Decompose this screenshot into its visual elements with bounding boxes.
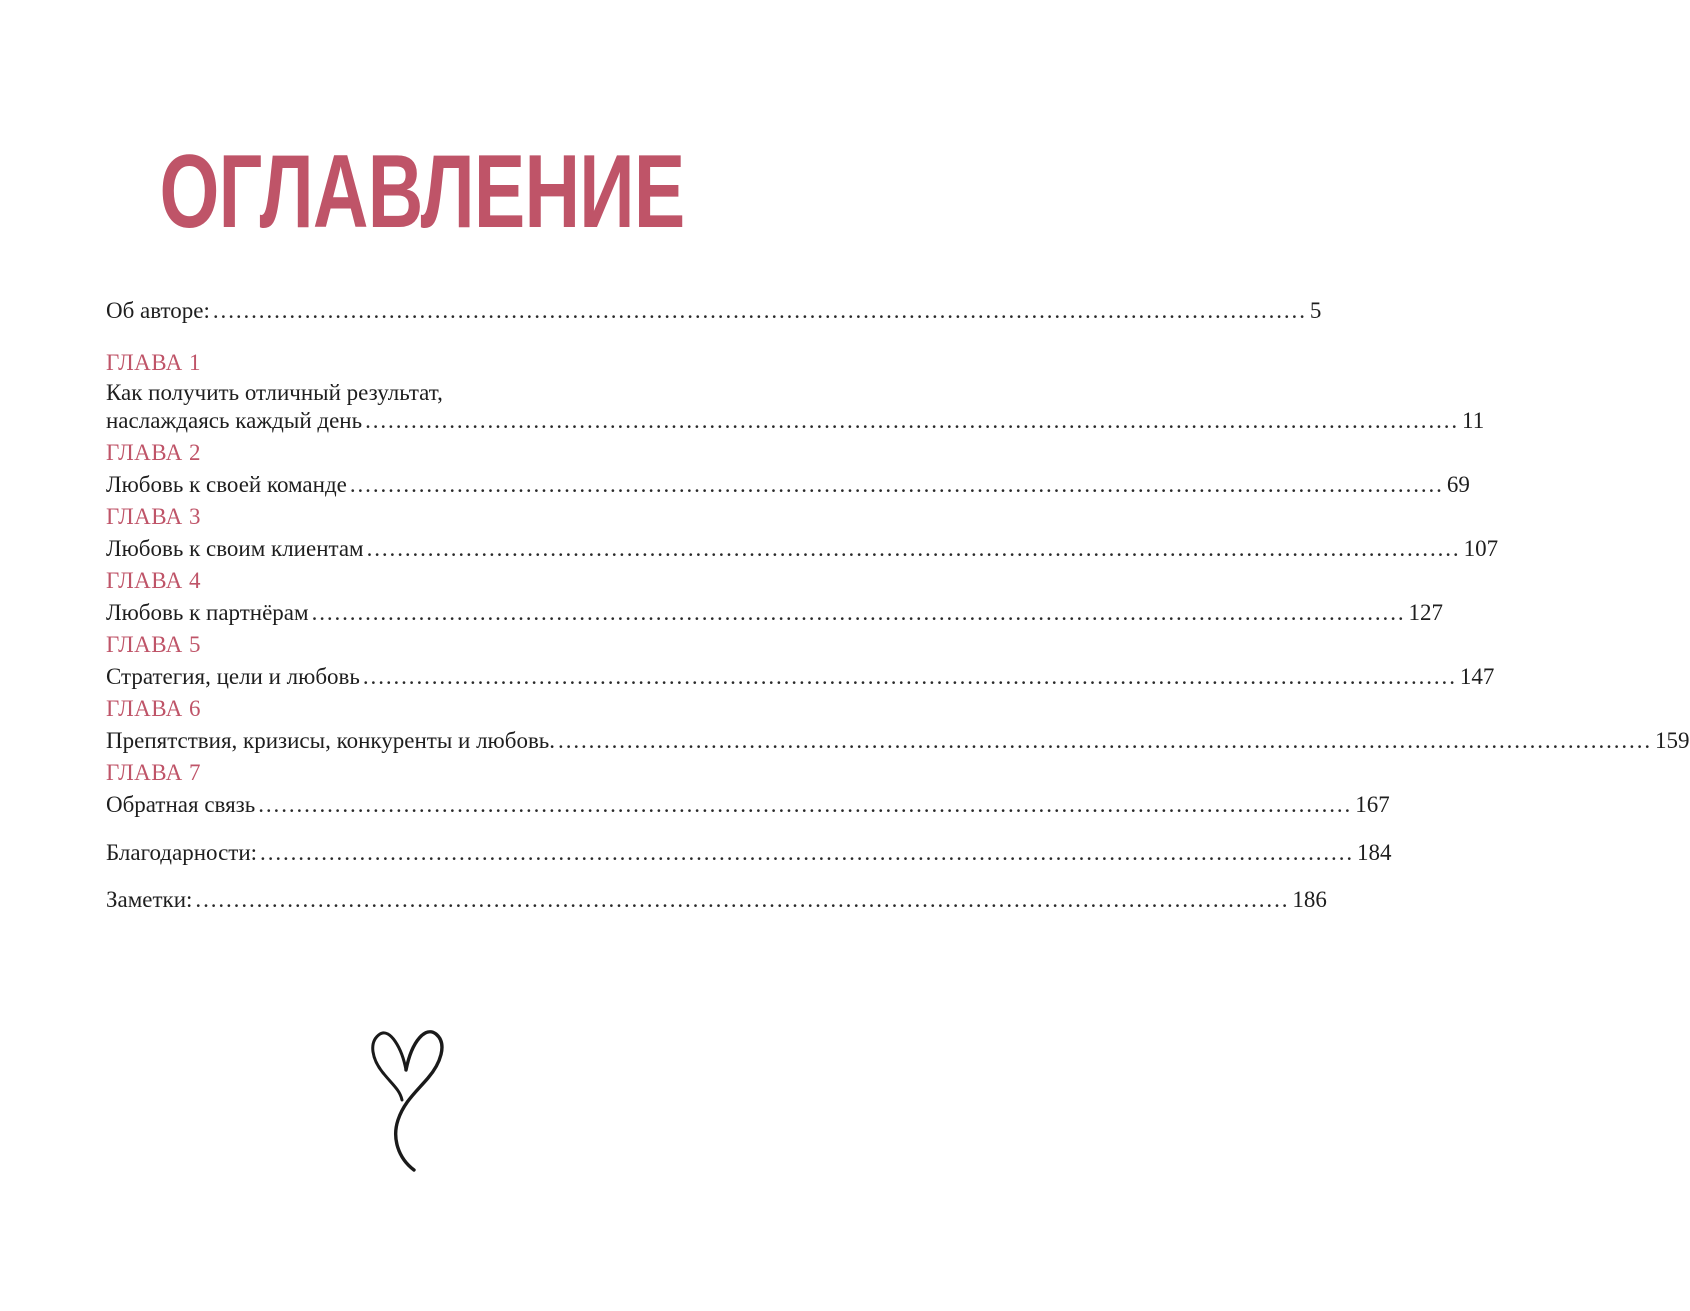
toc-entry-text: наслаждаясь каждый день (106, 408, 363, 433)
toc-page-number: 184 (1357, 840, 1392, 865)
toc-page-number: 69 (1446, 472, 1470, 497)
dot-leader: ............................................................................................................................................... (311, 600, 1406, 625)
toc-entry-text: Любовь к своей команде (106, 472, 347, 497)
toc-page-number: 186 (1292, 887, 1327, 912)
toc-entry-text: Любовь к своим клиентам (106, 536, 364, 561)
dot-leader: ............................................................................................................................................... (212, 298, 1307, 323)
toc-page-number: 147 (1459, 664, 1495, 689)
toc-entry-text: Заметки: (106, 887, 193, 912)
chapter-label-7: ГЛАВА 7 (106, 760, 202, 785)
dot-leader: ............................................................................................................................................... (362, 664, 1457, 689)
toc-entry-about[interactable] (106, 296, 1322, 326)
toc-entry-chapter-6[interactable] (106, 726, 1690, 756)
dot-leader: ............................................................................................................................................... (558, 728, 1652, 753)
heart-icon (362, 1018, 452, 1178)
toc-page-number: 167 (1355, 792, 1390, 817)
dot-leader: ............................................................................................................................................... (258, 792, 1353, 817)
toc-entry-text: Об авторе: (106, 298, 210, 323)
chapter-label-1: ГЛАВА 1 (106, 350, 202, 375)
chapter-label-2: ГЛАВА 2 (106, 440, 202, 465)
toc-page-number: 11 (1462, 408, 1485, 433)
toc-entry-text: Препятствия, кризисы, конкуренты и любовь. (106, 728, 556, 753)
toc-entry-acknowledgements[interactable] (106, 838, 1392, 868)
toc-entry-chapter-4[interactable] (106, 598, 1444, 628)
chapter-label-5: ГЛАВА 5 (106, 632, 202, 657)
toc-entry-text-line1: Как получить отличный результат, (106, 380, 443, 405)
chapter-label-6: ГЛАВА 6 (106, 696, 202, 721)
toc-page-number: 127 (1408, 600, 1444, 625)
page-title: ОГЛАВЛЕНИЕ (159, 134, 685, 250)
toc-page-number: 159 (1655, 728, 1690, 753)
toc-entry-chapter-3[interactable] (106, 534, 1499, 564)
dot-leader: ............................................................................................................................................... (365, 408, 1460, 433)
table-of-contents (106, 296, 1690, 915)
toc-page-number: 107 (1463, 536, 1499, 561)
toc-entry-notes[interactable] (106, 885, 1327, 915)
dot-leader: ............................................................................................................................................... (260, 840, 1354, 865)
toc-entry-text: Благодарности: (106, 840, 258, 865)
toc-entry-chapter-7[interactable] (106, 790, 1390, 820)
dot-leader: ............................................................................................................................................... (366, 536, 1461, 561)
chapter-label-3: ГЛАВА 3 (106, 504, 202, 529)
toc-page-number: 5 (1309, 298, 1322, 323)
toc-entry-text: Обратная связь (106, 792, 256, 817)
toc-entry-chapter-2[interactable] (106, 470, 1470, 500)
toc-entry-chapter-5[interactable] (106, 662, 1495, 692)
dot-leader: ............................................................................................................................................... (349, 472, 1444, 497)
chapter-label-4: ГЛАВА 4 (106, 568, 202, 593)
toc-entry-text: Любовь к партнёрам (106, 600, 309, 625)
dot-leader: ............................................................................................................................................... (195, 887, 1290, 912)
toc-entry-chapter-1[interactable] (106, 406, 1485, 436)
toc-entry-text: Стратегия, цели и любовь (106, 664, 360, 689)
